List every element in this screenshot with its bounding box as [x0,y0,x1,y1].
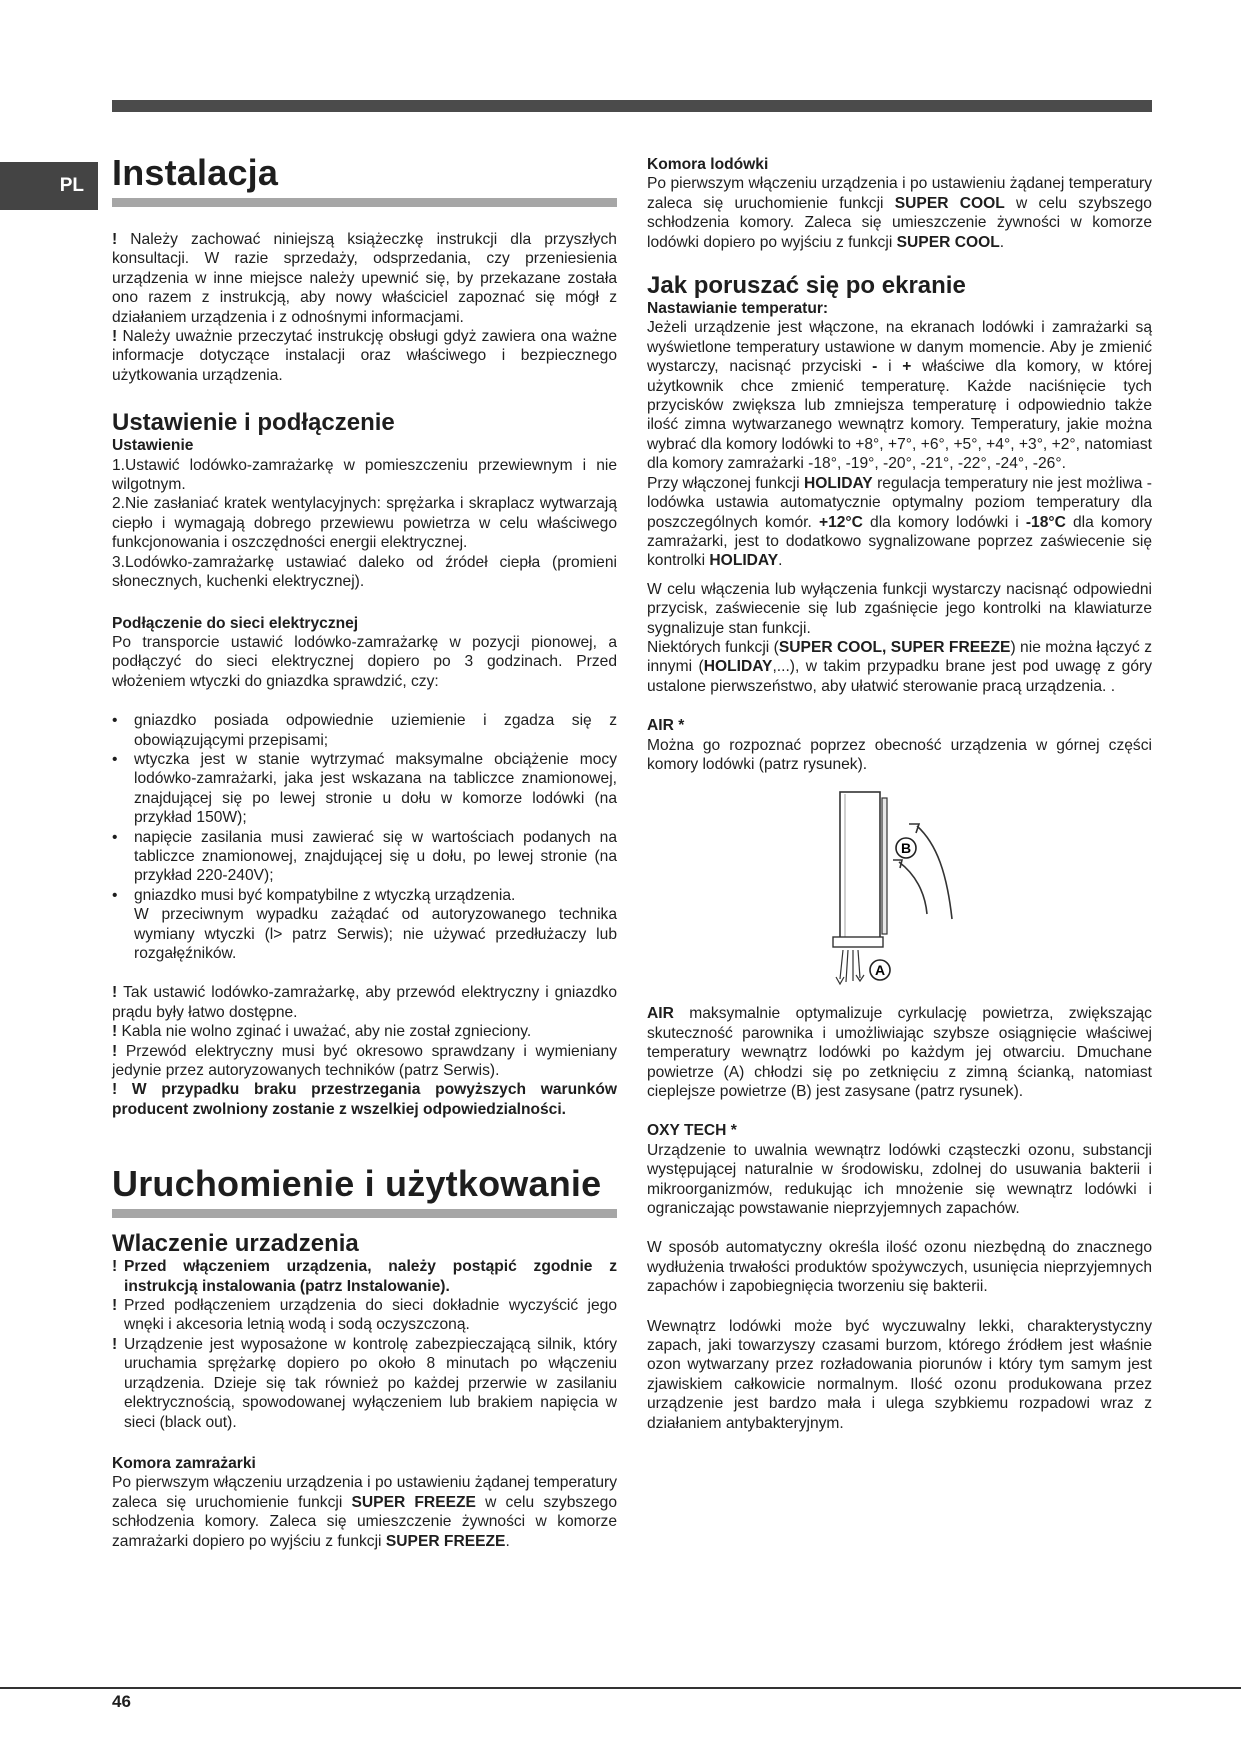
right-column [647,155,1152,1433]
warning-1: ! Tak ustawić lodówko-zamrażarkę, aby przewód elektryczny i gniazdko prądu były łatwo dostępne. [112,984,617,1021]
checklist-item: • gniazdko posiada odpowiednie uziemienie i zgadza się z obowiązującymi przepisami; [112,712,617,749]
oxy-paragraph-3: Wewnątrz lodówki może być wyczuwalny lekki, charakterystyczny zapach, jaki towarzyszy czasami burzom, którego źródłem jest właśnie ozon wytwarzany przez rozładowania piorunów i który tym samym jest zjawiskiem całkowicie normalnym. Ilość ozonu produkowana przez urządzenie jest bardzo mała i ulega szybkiemu rozpadowi wraz z działaniem antybakteryjnym. [647,1317,1152,1432]
airflow-a-line [858,950,860,978]
electric-heading: Podłączenie do sieci elektrycznej [112,614,359,632]
screen-text: Jeżeli urządzenie jest włączone, na ekranach lodówki i zamrażarki są wyświetlone temperatury ustawione w danym momencie. Aby je zmienić wystarczy, nacisnąć przyciski - i + właściwe dla komory, w której użytkownik chce zmienić temperaturę. Każde naciśnięcie tych przycisków zwiększa lub zmniejsza temperaturę i odpowiednio także ilość zimna wytwarzanego wewnątrz komory. Temperatury, jakie można wybrać dla komory lodówki to +8°, +7°, +6°, +5°, +4°, +3°, +2°, natomiast dla komory zamrażarki -18°, -19°, -20°, -21°, -22°, -24°, -26°. [647,319,1152,473]
airflow-b-curve [917,826,952,919]
label-a: A [874,962,886,979]
holiday-text: Przy włączonej funkcji HOLIDAY regulacja temperatury nie jest możliwa - lodówka ustawia automatycznie optymalny poziom temperatury dla poszczególnych komór. +12°C dla komory lodówki i -18°C dla komory zamrażarki, jest to dodatkowo sygnalizowane poprzez zaświecenie się kontrolki HOLIDAY. [647,474,1153,570]
air-description: AIR maksymalnie optymalizuje cyrkulację powietrza, zwiększając skuteczność parownika i umożliwiając szybsze osiągnięcie właściwej temperatury wewnątrz lodówki po każdym jej otwarciu. Dmuchane powietrze (A) chłodzi się po zetknięciu z zimną ścianką, natomiast cieplejsze powietrze (B) jest zasysane (patrz rysunek). [647,1005,1152,1100]
screen-heading: Jak poruszać się po ekranie [647,272,966,300]
screen-subheading: Nastawianie temperatur: [647,300,829,318]
oxy-heading: OXY TECH * [647,1122,737,1140]
positioning-subheading: Ustawienie [112,437,194,455]
freezer-heading: Komora zamrażarki [112,1454,256,1472]
bottom-rule [0,1687,1241,1689]
checklist-item: • gniazdko musi być kompatybilne z wtyczką urządzenia. [112,886,516,904]
startup-note-3: ! Urządzenie jest wyposażone w kontrolę zabezpieczającą silnik, który uruchamia sprężarkę dopiero po około 8 minutach po włączeniu urządzenia. Dzieje się tak również po każdej przerwie w zasilaniu elektrycznością, spowodowanej wyłączeniem lub brakiem napięcia w sieci (black out). [112,1335,617,1431]
functions-text: W celu włączenia lub wyłączenia funkcji wystarczy nacisnąć odpowiedni przycisk, zaświecenie się lub zgaśnięcie jego kontrolki na klawiaturze sygnalizuje stan funkcji. [647,580,1152,637]
air-heading: AIR * [647,717,685,735]
checklist-continuation: W przeciwnym wypadku zażądać od autoryzowanego technika wymiany wtyczki (l> patrz Serwis); nie używać przedłużaczy lub rozgałęźników. [134,906,617,962]
page-number: 46 [112,1692,131,1711]
checklist-item: • napięcie zasilania musi zawierać się w wartościach podanych na tabliczce znamionowej, znajdującej się u dołu, po lewej stronie (na przykład 220-240V); [112,828,617,885]
top-bar [112,100,1152,112]
arrow-icon [893,860,902,868]
fridge-text: Po pierwszym włączeniu urządzenia i po ustawieniu żądanej temperatury zaleca się uruchomienie funkcji SUPER COOL w celu szybszego schłodzenia komory. Zaleca się umieszczenie żywności w komorze lodówki dopiero po wyjściu z funkcji SUPER COOL. [647,175,1152,251]
positioning-step-2: 2.Nie zasłaniać kratek wentylacyjnych: sprężarka i skraplacz wytwarzają ciepło i wymagają dobrego przewiewu powietrza w celu właściwego funkcjonowania i oszczędności energii elektrycznej. [112,495,617,552]
airflow-a-line [846,950,848,982]
oxy-paragraph-1: Urządzenie to uwalnia wewnątrz lodówki cząsteczki ozonu, substancji występującej naturalnie w środowisku, zdolnej do usuwania bakterii i mikroorganizmów, redukując ich mnożenie się wewnątrz lodówki i ograniczając powstawanie nieprzyjemnych zapachów. [647,1141,1152,1218]
airflow-b-curve [899,862,927,914]
airflow-a-line [840,950,843,979]
electric-text: Po transporcie ustawić lodówko-zamrażarkę w pozycji pionowej, a podłączyć do sieci elektrycznej dopiero po 3 godzinach. Przed włożeniem wtyczki do gniazdka sprawdzić, czy: [112,633,617,690]
installation-notice-1: ! Należy zachować niniejszą książeczkę instrukcji dla przyszłych konsultacji. W razie sprzedaży, odsprzedania, czy przeniesienia urządzenia w inne miejsce należy upewnić się, by przekazane została ono razem z instrukcją, aby nowy właściciel zapoznać się mógł z działaniem urządzenia i z odnośnymi informacjami. [112,231,617,326]
positioning-step-3: 3.Lodówko-zamrażarkę ustawiać daleko od źródeł ciepła (promieni słonecznych, kuchenki elektrycznej). [112,553,617,591]
air-figure [647,774,1152,1004]
startup-note-1: ! Przed włączeniem urządzenia, należy postąpić zgodnie z instrukcją instalowania (patrz Instalowanie). [112,1258,617,1295]
functions-priority: Niektórych funkcji (SUPER COOL, SUPER FREEZE) nie można łączyć z innymi (HOLIDAY,...), w takim przypadku brane jest pod uwagę z góry ustalone pierwszeństwo, aby ułatwić sterowanie pracą urządzenia. . [647,638,1153,695]
left-column [112,152,617,1551]
air-text: Można go rozpoznać poprzez obecność urządzenia w górnej części komory lodówki (patrz rysunek). [647,736,1152,773]
warning-2: ! Kabla nie wolno zginać i uważać, aby nie został zgnieciony. [112,1023,532,1041]
air-unit [833,937,883,947]
fridge-door-edge [882,798,887,934]
checklist-item: • wtyczka jest w stanie wytrzymać maksymalne obciążenie mocy lodówko-zamrażarki, jaka jest wskazana na tabliczce znamionowej, znajdującej się po lewej stronie u dołu w komorze lodówki (na przykład 150W); [112,750,617,827]
fridge-panel [840,792,880,940]
warning-3: ! Przewód elektryczny musi być okresowo sprawdzany i wymieniany jedynie przez autoryzowanych techników (patrz Serwis). [112,1042,617,1080]
air-diagram [647,774,1152,1004]
installation-notice-2: ! Należy uważnie przeczytać instrukcję obsługi gdyż zawiera ona ważne informacje dotyczące instalacji oraz właściwego i bezpiecznego użytkowania urządzenia. [112,328,618,384]
startup-title: Uruchomienie i użytkowanie [112,1163,617,1218]
language-tab: PL [0,162,98,210]
installation-title: Instalacja [112,152,617,207]
freezer-text: Po pierwszym włączeniu urządzenia i po ustawieniu żądanej temperatury zaleca się uruchomienie funkcji SUPER FREEZE w celu szybszego schłodzenia komory. Zaleca się umieszczenie żywności w komorze zamrażarki dopiero po wyjściu z funkcji SUPER FREEZE. [112,1474,617,1550]
positioning-heading: Ustawienie i podłączenie [112,409,395,437]
fridge-heading: Komora lodówki [647,156,769,173]
oxy-paragraph-2: W sposób automatyczny określa ilość ozonu niezbędną do znacznego wydłużenia trwałości produktów spożywczych, usunięcia nieprzyjemnych zapachów i zapobiegnięcia tworzeniu się bakterii. [647,1239,1152,1296]
switch-on-heading: Wlaczenie urzadzenia [112,1230,359,1258]
arrow-icon [909,824,919,833]
warning-4: ! W przypadku braku przestrzegania powyższych warunków producent zwolniony zostanie z wszelkiej odpowiedzialności. [112,1081,618,1118]
startup-note-2: ! Przed podłączeniem urządzenia do sieci dokładnie wyczyścić jego wnęki i akcesoria letnią wodą i sodą oczyszczoną. [112,1297,617,1334]
positioning-step-1: 1.Ustawić lodówko-zamrażarkę w pomieszczeniu przewiewnym i nie wilgotnym. [112,456,617,494]
label-b: B [900,840,912,857]
electric-checklist [112,711,617,963]
